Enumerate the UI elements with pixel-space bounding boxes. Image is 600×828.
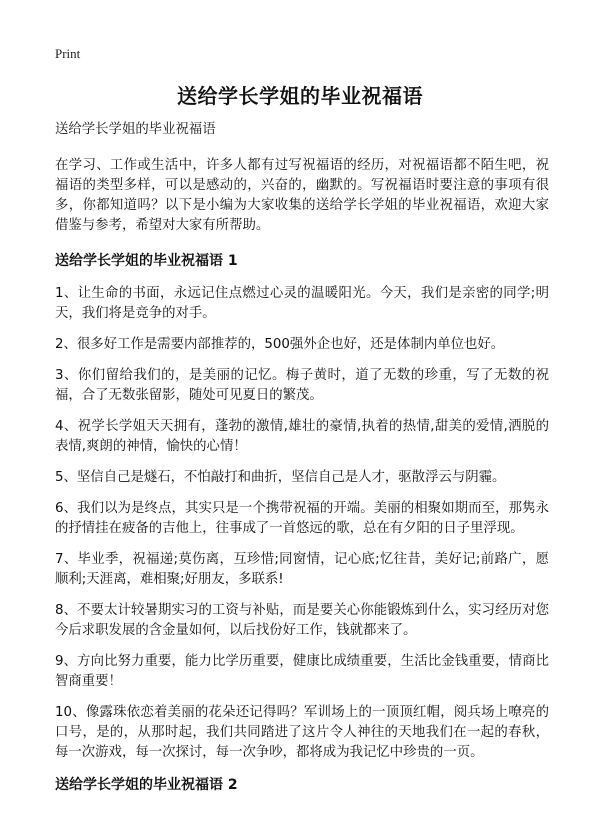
wish-item-1: 1、让生命的书面，永远记住点燃过心灵的温暖阳光。今天，我们是亲密的同学;明天，我们将是竞争的对手。 — [55, 286, 549, 321]
wish-item-5: 5、坚信自己是燧石，不怕敲打和曲折，坚信自己是人才，驱散浮云与阴霾。 — [55, 470, 506, 485]
wish-item-4: 4、祝学长学姐天天拥有，蓬勃的激情,雄壮的豪情,执着的热情,甜美的爱情,洒脱的表情,爽朗的神情，愉快的心情！ — [55, 419, 549, 454]
wish-item-6: 6、我们以为是终点，其实只是一个携带祝福的开端。美丽的相聚如期而至，那隽永的抒情挂在疲备的吉他上，往事成了一首悠远的歌，总在有夕阳的日子里浮现。 — [55, 501, 549, 536]
page-title: 送给学长学姐的毕业祝福语 — [177, 84, 423, 108]
wish-item-7: 7、毕业季，祝福递;莫伤离，互珍惜;同窗情，记心底;忆往昔，美好记;前路广，愿顺利;天涯离，难相聚;好朋友，多联系! — [55, 552, 549, 587]
section-heading-1: 送给学长学姐的毕业祝福语 1 — [55, 253, 238, 269]
intro-paragraph: 在学习、工作或生活中，许多人都有过写祝福语的经历，对祝福语都不陌生吧，祝福语的类型多样，可以是感动的，兴奋的，幽默的。写祝福语时要注意的事项有很多，你都知道吗？以下是小编为大家收集的送给学长学姐的毕业祝福语，欢迎大家借鉴与参考，希望对大家有所帮助。 — [55, 158, 549, 233]
wish-item-10: 10、像露珠依恋着美丽的花朵还记得吗？军训场上的一顶顶红帽，阅兵场上嘹亮的口号，是的，从那时起，我们共同踏进了这片令人神往的天地我们在一起的春秋，每一次游戏，每一次探讨，每一次争吵，都将成为我记忆中珍贵的一页。 — [55, 705, 549, 760]
print-link[interactable]: Print — [55, 46, 81, 61]
wish-item-8: 8、不要太计较暑期实习的工资与补贴，而是要关心你能锻炼到什么，实习经历对您今后求职发展的含金量如何，以后找份好工作，钱就都来了。 — [55, 603, 549, 638]
section-heading-2: 送给学长学姐的毕业祝福语 2 — [55, 777, 238, 793]
document-body — [55, 120, 549, 808]
wish-item-9: 9、方向比努力重要，能力比学历重要，健康比成绩重要，生活比金钱重要，情商比智商重要！ — [55, 654, 549, 689]
wish-item-3: 3、你们留给我们的，是美丽的记忆。梅子黄时，道了无数的珍重，写了无数的祝福，合了无数张留影，随处可见夏日的繁茂。 — [55, 368, 549, 403]
document-subtitle: 送给学长学姐的毕业祝福语 — [55, 122, 216, 137]
wish-item-2: 2、很多好工作是需要内部推荐的，500强外企也好，还是体制内单位也好。 — [55, 337, 505, 352]
